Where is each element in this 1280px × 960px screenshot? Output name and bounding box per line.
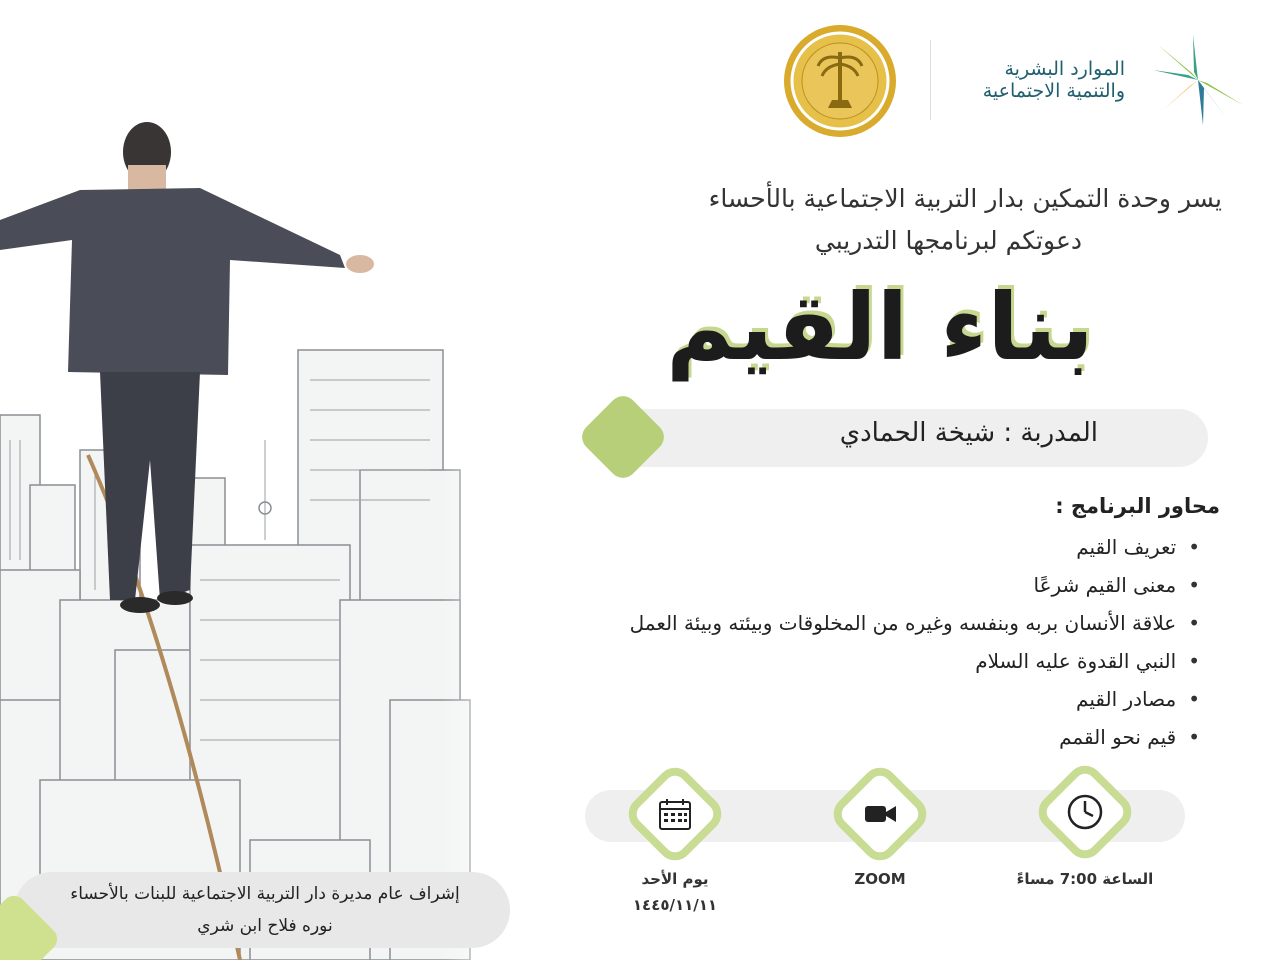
- ministry-name: [983, 58, 1125, 102]
- ministry-logo: [950, 30, 1250, 130]
- intro-text: [522, 178, 1222, 262]
- platform-label: ZOOM: [854, 870, 906, 888]
- city-sketch: [0, 0, 520, 960]
- day-label: يوم الأحد: [641, 870, 709, 888]
- list-item: • النبي القدوة عليه السلام: [560, 646, 1200, 684]
- axes-title: محاور البرنامج :: [1055, 494, 1220, 518]
- list-item: • تعريف القيم: [560, 532, 1200, 570]
- intro-line1: يسر وحدة التمكين بدار التربية الاجتماعية بالأحساء: [708, 184, 1222, 213]
- list-item: • قيم نحو القمم: [560, 722, 1200, 760]
- time-label: الساعة 7:00 مساءً: [1016, 870, 1154, 888]
- award-seal-icon: [778, 22, 902, 140]
- ministry-star-icon: [1140, 30, 1250, 130]
- trainer-diamond-decor: [576, 390, 669, 483]
- supervision-line2: نوره فلاح ابن شري: [197, 916, 333, 936]
- intro-line2: دعوتكم لبرنامجها التدريبي: [814, 226, 1082, 255]
- date-label: ١٤٤٥/١١/١١: [632, 896, 718, 914]
- supervision-text: [40, 878, 490, 942]
- clock-icon: [1031, 758, 1138, 865]
- ministry-name-line2: والتنمية الاجتماعية: [982, 80, 1125, 102]
- list-item: • معنى القيم شرعًا: [560, 570, 1200, 608]
- quality-award-seal: [778, 22, 902, 140]
- ministry-name-line1: الموارد البشرية: [1004, 58, 1125, 80]
- supervision-line1: إشراف عام مديرة دار التربية الاجتماعية للبنات بالأحساء: [70, 884, 460, 904]
- list-item: • علاقة الأنسان بربه وبنفسه وغيره من المخلوقات وبيئته وبيئة العمل: [560, 608, 1200, 646]
- program-title: بناء القيم: [666, 274, 1094, 381]
- trainer-name: المدربة : شيخة الحمادي: [839, 418, 1098, 448]
- video-camera-icon: [826, 760, 933, 867]
- list-item: • مصادر القيم: [560, 684, 1200, 722]
- calendar-icon: [621, 760, 728, 867]
- day-date-label: [610, 866, 740, 918]
- axes-list: [560, 532, 1200, 760]
- logo-divider: [930, 40, 931, 120]
- tightrope-illustration: [0, 0, 520, 960]
